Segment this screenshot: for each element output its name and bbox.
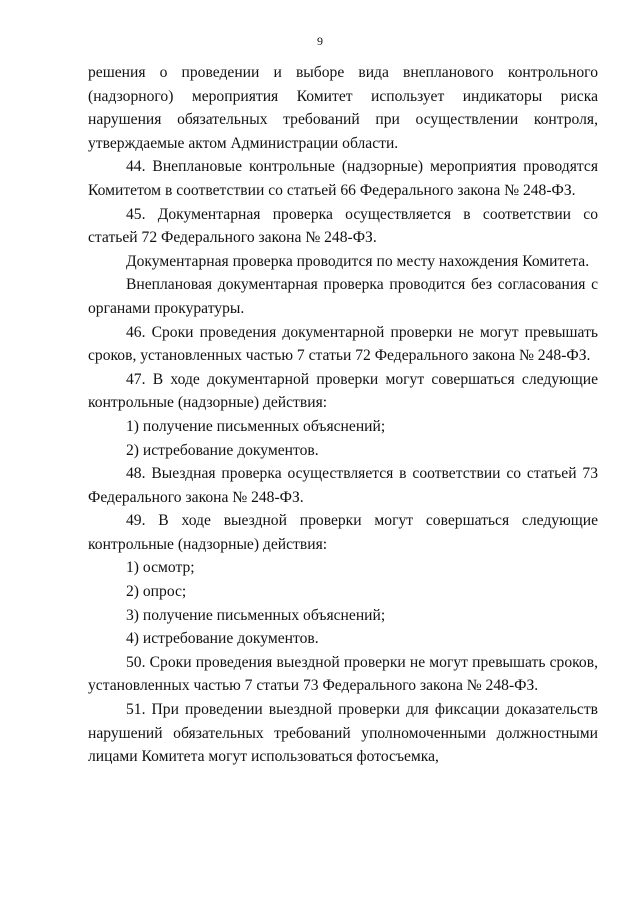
- paragraph-50: 50. Сроки проведения выездной проверки не могут превышать сроков, установленных частью 7 статьи 73 Федерального закона № 248-ФЗ.: [88, 653, 598, 695]
- paragraph-45-location: Документарная проверка проводится по месту нахождения Комитета.: [126, 252, 590, 270]
- list-item: 1) получение письменных объяснений;: [126, 417, 386, 435]
- page-number: 9: [317, 34, 323, 48]
- paragraph-48: 48. Выездная проверка осуществляется в соответствии со статьей 73 Федерального закона № 248-ФЗ.: [88, 465, 598, 506]
- paragraph-51: 51. При проведении выездной проверки для фиксации доказательств нарушений обязательных требований уполномоченными должностными лицами Комитета могут использоваться фотосъемка,: [88, 701, 598, 766]
- list-item: 4) истребование документов.: [126, 630, 319, 648]
- document-body: [88, 61, 598, 769]
- paragraph-45-unscheduled: Внеплановая документарная проверка проводится без согласования с органами прокуратуры.: [88, 276, 598, 317]
- list-item: 2) истребование документов.: [126, 441, 319, 459]
- paragraph-continuation: решения о проведении и выборе вида внепланового контрольного (надзорного) мероприятия Комитет использует индикаторы риска нарушения обязательных требований при осуществлении контроля, утверждаемые актом Администрации области.: [88, 64, 598, 152]
- paragraph-47: 47. В ходе документарной проверки могут совершаться следующие контрольные (надзорные) действия:: [88, 370, 598, 412]
- list-item: 3) получение письменных объяснений;: [126, 606, 386, 624]
- paragraph-44: 44. Внеплановые контрольные (надзорные) мероприятия проводятся Комитетом в соответствии со статьей 66 Федерального закона № 248-ФЗ.: [88, 158, 598, 199]
- paragraph-46: 46. Сроки проведения документарной проверки не могут превышать сроков, установленных частью 7 статьи 72 Федерального закона № 248-ФЗ.: [88, 323, 598, 365]
- paragraph-45: 45. Документарная проверка осуществляется в соответствии со статьей 72 Федерального закона № 248-ФЗ.: [88, 205, 598, 247]
- list-item: 2) опрос;: [126, 583, 187, 601]
- paragraph-49: 49. В ходе выездной проверки могут совершаться следующие контрольные (надзорные) действия:: [88, 512, 598, 553]
- list-item: 1) осмотр;: [126, 559, 195, 577]
